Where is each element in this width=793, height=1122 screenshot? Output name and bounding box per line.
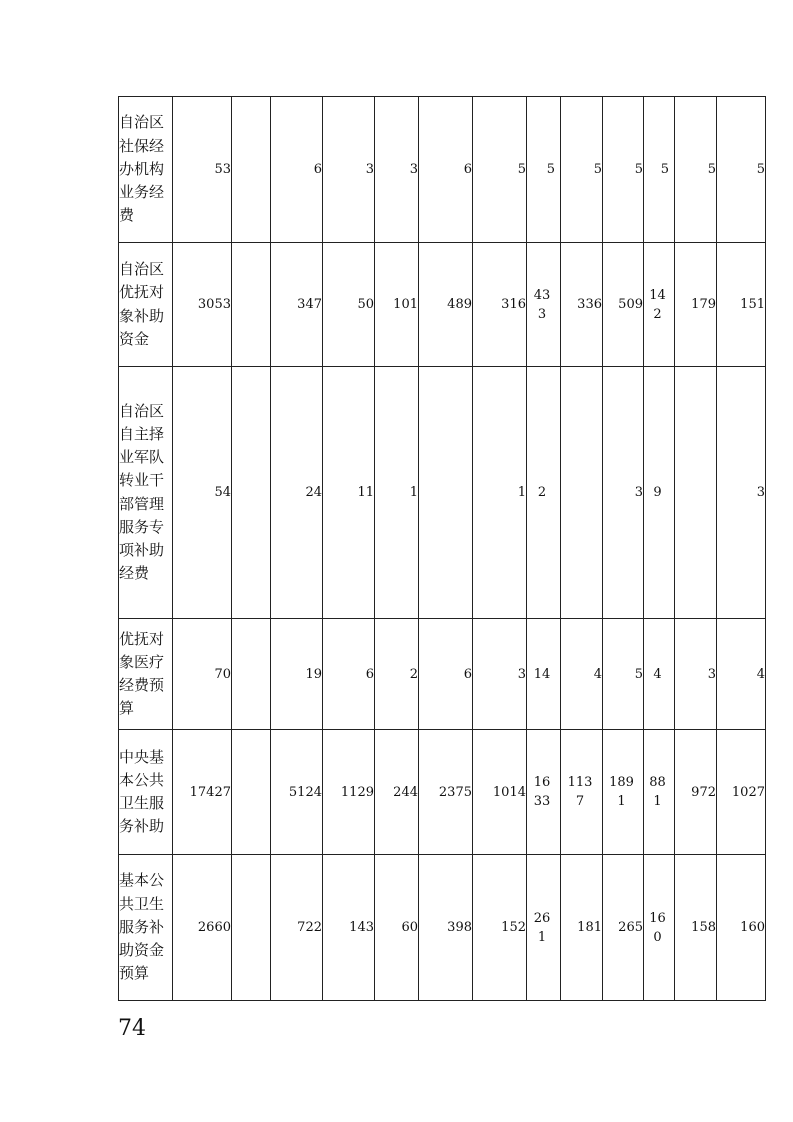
table-row bbox=[119, 367, 766, 619]
cell-value: 3053 bbox=[173, 243, 232, 367]
cell-value: 3 bbox=[717, 367, 766, 619]
cell-value: 2 bbox=[375, 619, 419, 730]
cell-value: 5 bbox=[644, 97, 675, 243]
cell-value: 509 bbox=[603, 243, 644, 367]
cell-value: 54 bbox=[173, 367, 232, 619]
cell-value: 347 bbox=[271, 243, 323, 367]
cell-value: 16 33 bbox=[527, 730, 561, 855]
page-number: 74 bbox=[118, 1016, 146, 1041]
cell-value: 336 bbox=[561, 243, 603, 367]
cell-value bbox=[232, 97, 271, 243]
cell-value bbox=[232, 367, 271, 619]
table-row bbox=[119, 619, 766, 730]
cell-value: 14 bbox=[527, 619, 561, 730]
cell-value: 113 7 bbox=[561, 730, 603, 855]
table-row bbox=[119, 97, 766, 243]
cell-value: 5 bbox=[603, 97, 644, 243]
cell-value: 489 bbox=[419, 243, 473, 367]
cell-value: 24 bbox=[271, 367, 323, 619]
cell-value bbox=[232, 730, 271, 855]
table-row bbox=[119, 243, 766, 367]
cell-value: 3 bbox=[473, 619, 527, 730]
cell-value: 19 bbox=[271, 619, 323, 730]
row-label: 中央基本公共卫生服务补助 bbox=[119, 730, 173, 855]
cell-value: 2660 bbox=[173, 855, 232, 1001]
cell-value: 17427 bbox=[173, 730, 232, 855]
cell-value: 398 bbox=[419, 855, 473, 1001]
cell-value: 16 0 bbox=[644, 855, 675, 1001]
cell-value: 4 bbox=[644, 619, 675, 730]
row-label: 基本公共卫生服务补助资金预算 bbox=[119, 855, 173, 1001]
cell-value: 43 3 bbox=[527, 243, 561, 367]
cell-value: 152 bbox=[473, 855, 527, 1001]
cell-value: 88 1 bbox=[644, 730, 675, 855]
cell-value: 1129 bbox=[323, 730, 375, 855]
cell-value: 11 bbox=[323, 367, 375, 619]
cell-value: 143 bbox=[323, 855, 375, 1001]
cell-value: 158 bbox=[675, 855, 717, 1001]
cell-value: 70 bbox=[173, 619, 232, 730]
cell-value: 6 bbox=[271, 97, 323, 243]
cell-value: 181 bbox=[561, 855, 603, 1001]
cell-value bbox=[232, 855, 271, 1001]
cell-value: 6 bbox=[419, 619, 473, 730]
row-label: 自治区社保经办机构业务经费 bbox=[119, 97, 173, 243]
cell-value: 265 bbox=[603, 855, 644, 1001]
cell-value: 3 bbox=[375, 97, 419, 243]
cell-value: 5 bbox=[717, 97, 766, 243]
cell-value: 14 2 bbox=[644, 243, 675, 367]
cell-value: 3 bbox=[323, 97, 375, 243]
cell-value: 1014 bbox=[473, 730, 527, 855]
cell-value: 1027 bbox=[717, 730, 766, 855]
cell-value: 101 bbox=[375, 243, 419, 367]
budget-table bbox=[118, 96, 766, 1001]
cell-value: 972 bbox=[675, 730, 717, 855]
cell-value: 316 bbox=[473, 243, 527, 367]
cell-value bbox=[561, 367, 603, 619]
cell-value: 4 bbox=[561, 619, 603, 730]
cell-value: 5 bbox=[561, 97, 603, 243]
cell-value: 179 bbox=[675, 243, 717, 367]
cell-value bbox=[232, 619, 271, 730]
cell-value bbox=[232, 243, 271, 367]
cell-value: 5 bbox=[527, 97, 561, 243]
cell-value: 244 bbox=[375, 730, 419, 855]
cell-value: 160 bbox=[717, 855, 766, 1001]
cell-value: 5 bbox=[603, 619, 644, 730]
cell-value: 3 bbox=[603, 367, 644, 619]
cell-value: 5124 bbox=[271, 730, 323, 855]
cell-value: 722 bbox=[271, 855, 323, 1001]
cell-value: 6 bbox=[419, 97, 473, 243]
cell-value: 50 bbox=[323, 243, 375, 367]
table-row bbox=[119, 855, 766, 1001]
cell-value: 4 bbox=[717, 619, 766, 730]
cell-value: 5 bbox=[473, 97, 527, 243]
cell-value: 189 1 bbox=[603, 730, 644, 855]
row-label: 自治区自主择业军队转业干部管理服务专项补助经费 bbox=[119, 367, 173, 619]
cell-value: 1 bbox=[375, 367, 419, 619]
cell-value: 26 1 bbox=[527, 855, 561, 1001]
cell-value bbox=[675, 367, 717, 619]
cell-value: 2 bbox=[527, 367, 561, 619]
cell-value bbox=[419, 367, 473, 619]
cell-value: 151 bbox=[717, 243, 766, 367]
cell-value: 1 bbox=[473, 367, 527, 619]
cell-value: 6 bbox=[323, 619, 375, 730]
cell-value: 9 bbox=[644, 367, 675, 619]
row-label: 优抚对象医疗经费预算 bbox=[119, 619, 173, 730]
cell-value: 2375 bbox=[419, 730, 473, 855]
row-label: 自治区优抚对象补助资金 bbox=[119, 243, 173, 367]
table-row bbox=[119, 730, 766, 855]
cell-value: 53 bbox=[173, 97, 232, 243]
cell-value: 60 bbox=[375, 855, 419, 1001]
cell-value: 3 bbox=[675, 619, 717, 730]
cell-value: 5 bbox=[675, 97, 717, 243]
